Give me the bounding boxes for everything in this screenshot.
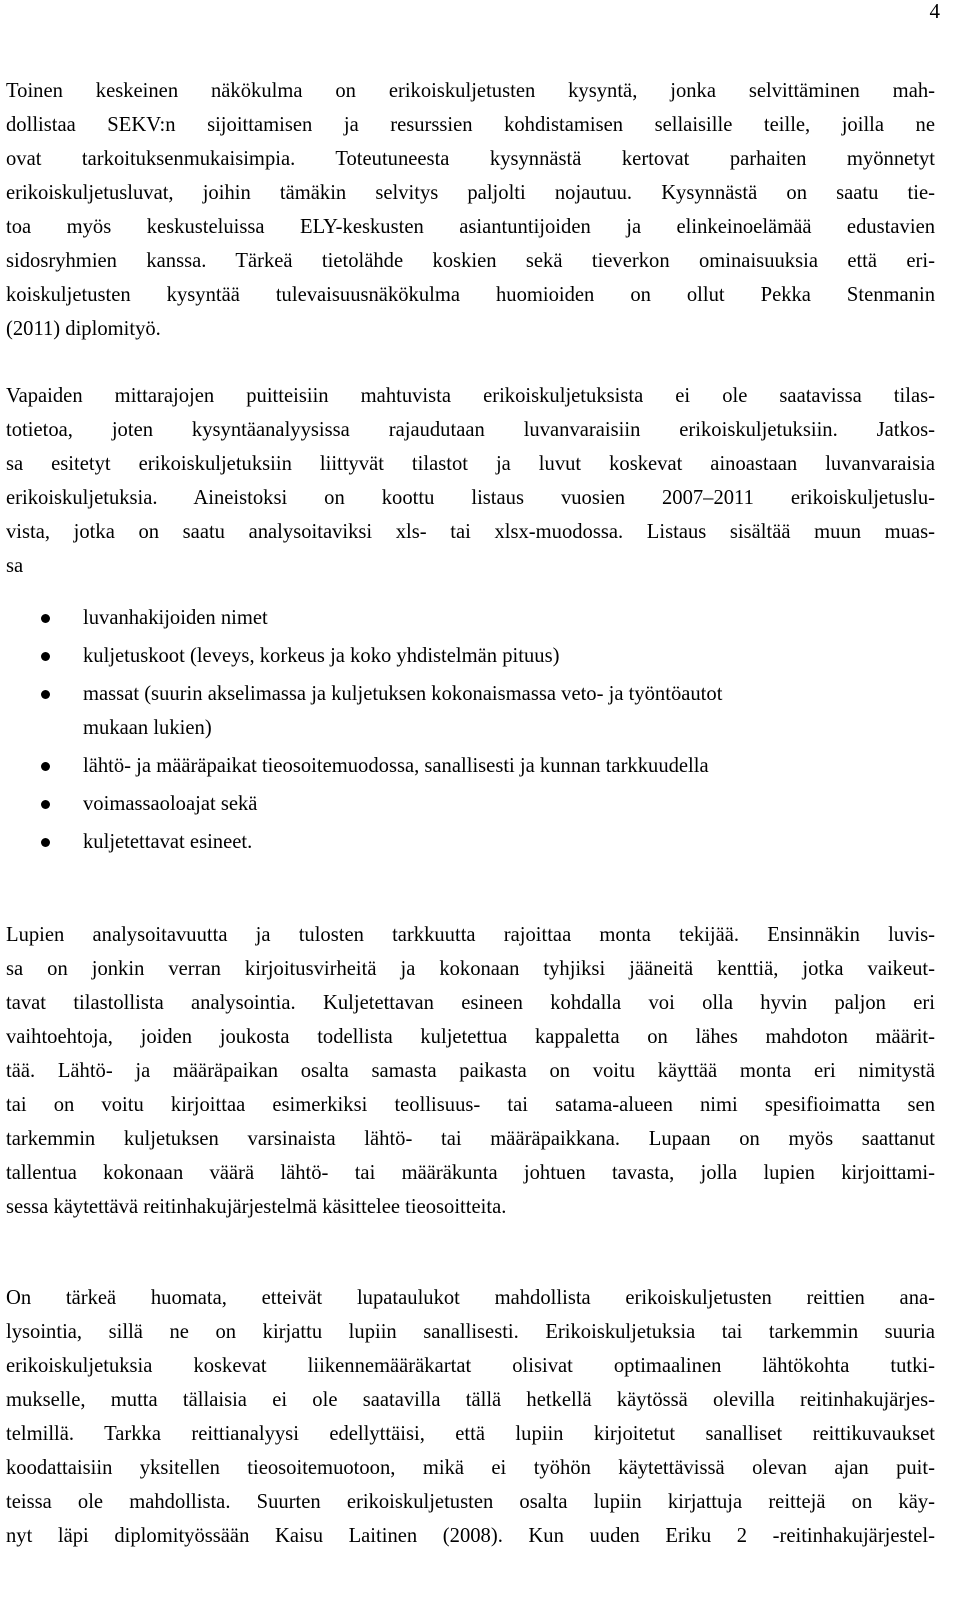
list-item-text: mukaan lukien) xyxy=(83,717,212,739)
text-line: ovat tarkoituksenmukaisimpia. Toteutuneesta kysynnästä kertovat parhaiten myönnetyt xyxy=(6,148,935,170)
list-item-text: massat (suurin akselimassa ja kuljetuksen kokonaismassa veto- ja työntöautot xyxy=(83,683,723,705)
text-line: vista, jotka on saatu analysoitaviksi xls- tai xlsx-muodossa. Listaus sisältää muun muas- xyxy=(6,521,935,543)
text-line: tavat tilastollista analysointia. Kuljetettavan esineen kohdalla voi olla hyvin paljon eri xyxy=(6,992,935,1014)
text-line: sessa käytettävä reitinhakujärjestelmä käsittelee tieosoitteita. xyxy=(6,1196,507,1218)
bullet-dot-icon xyxy=(41,614,50,623)
text-line: tarkemmin kuljetuksen varsinaista lähtö- tai määräpaikkana. Lupaan on myös saattanut xyxy=(6,1128,935,1150)
text-line: nyt läpi diplomityössään Kaisu Laitinen (2008). Kun uuden Eriku 2 -reitinhakujärjestel- xyxy=(6,1525,935,1547)
text-line: telmillä. Tarkka reittianalyysi edellyttäisi, että lupiin kirjoitetut sanalliset reittikuvaukset xyxy=(6,1423,935,1445)
list-item-text: lähtö- ja määräpaikat tieosoitemuodossa, sanallisesti ja kunnan tarkkuudella xyxy=(83,755,709,777)
bullet-dot-icon xyxy=(41,652,50,661)
list-item-text: voimassaoloajat sekä xyxy=(83,793,258,815)
text-line: koodattaisiin yksitellen tieosoitemuotoon, mikä ei työhön käytettävissä olevan ajan puit- xyxy=(6,1457,935,1479)
text-line: erikoiskuljetusluvat, joihin tämäkin selvitys paljolti nojautuu. Kysynnästä on saatu tie- xyxy=(6,182,935,204)
text-line: Toinen keskeinen näkökulma on erikoiskuljetusten kysyntä, jonka selvittäminen mah- xyxy=(6,80,935,102)
text-line: (2011) diplomityö. xyxy=(6,318,161,340)
text-line: sa esitetyt erikoiskuljetuksiin liittyvät tilastot ja luvut koskevat ainoastaan luvanvaraisia xyxy=(6,453,935,475)
bullet-dot-icon xyxy=(41,838,50,847)
text-line: teissa ole mahdollista. Suurten erikoiskuljetusten osalta lupiin kirjattuja reittejä on käy- xyxy=(6,1491,935,1513)
bullet-dot-icon xyxy=(41,690,50,699)
text-line: On tärkeä huomata, etteivät lupataulukot mahdollista erikoiskuljetusten reittien ana- xyxy=(6,1287,935,1309)
text-line: koiskuljetusten kysyntää tulevaisuusnäkökulma huomioiden on ollut Pekka Stenmanin xyxy=(6,284,935,306)
text-line: sa xyxy=(6,555,24,577)
list-item-text: luvanhakijoiden nimet xyxy=(83,607,268,629)
text-line: dollistaa SEKV:n sijoittamisen ja resurssien kohdistamisen sellaisille teille, joilla ne xyxy=(6,114,935,136)
bullet-dot-icon xyxy=(41,800,50,809)
text-line: Lupien analysoitavuutta ja tulosten tarkkuutta rajoittaa monta tekijää. Ensinnäkin luvis- xyxy=(6,924,935,946)
text-line: tää. Lähtö- ja määräpaikan osalta samasta paikasta on voitu käyttää monta eri nimitystä xyxy=(6,1060,935,1082)
text-line: tallentua kokonaan väärä lähtö- tai määräkunta johtuen tavasta, jolla lupien kirjoittami- xyxy=(6,1162,935,1184)
list-item-text: kuljetuskoot (leveys, korkeus ja koko yhdistelmän pituus) xyxy=(83,645,560,667)
text-line: totietoa, joten kysyntäanalyysissa rajaudutaan luvanvaraisiin erikoiskuljetuksiin. Jatkos- xyxy=(6,419,935,441)
text-line: lysointia, sillä ne on kirjattu lupiin sanallisesti. Erikoiskuljetuksia tai tarkemmin suuria xyxy=(6,1321,935,1343)
text-line: vaihtoehtoja, joiden joukosta todellista kuljetettua kappaletta on lähes mahdoton määrit- xyxy=(6,1026,935,1048)
page-number: 4 xyxy=(929,0,940,23)
text-line: tai on voitu kirjoittaa esimerkiksi teollisuus- tai satama-alueen nimi spesifioimatta sen xyxy=(6,1094,935,1116)
bullet-dot-icon xyxy=(41,762,50,771)
text-line: mukselle, mutta tällaisia ei ole saatavilla tällä hetkellä käytössä olevilla reitinhakujärjes- xyxy=(6,1389,935,1411)
text-line: Vapaiden mittarajojen puitteisiin mahtuvista erikoiskuljetuksista ei ole saatavissa tilas- xyxy=(6,385,935,407)
text-line: sa on jonkin verran kirjoitusvirheitä ja kokonaan tyhjiksi jääneitä kenttiä, jotka vaikeut- xyxy=(6,958,935,980)
text-line: erikoiskuljetuksia koskevat liikennemääräkartat olisivat optimaalinen lähtökohta tutki- xyxy=(6,1355,935,1377)
text-line: erikoiskuljetuksia. Aineistoksi on koottu listaus vuosien 2007–2011 erikoiskuljetuslu- xyxy=(6,487,935,509)
list-item-text: kuljetettavat esineet. xyxy=(83,831,253,853)
text-line: sidosryhmien kanssa. Tärkeä tietolähde koskien sekä tieverkon ominaisuuksia että eri- xyxy=(6,250,935,272)
text-line: toa myös keskusteluissa ELY-keskusten asiantuntijoiden ja elinkeinoelämää edustavien xyxy=(6,216,935,238)
